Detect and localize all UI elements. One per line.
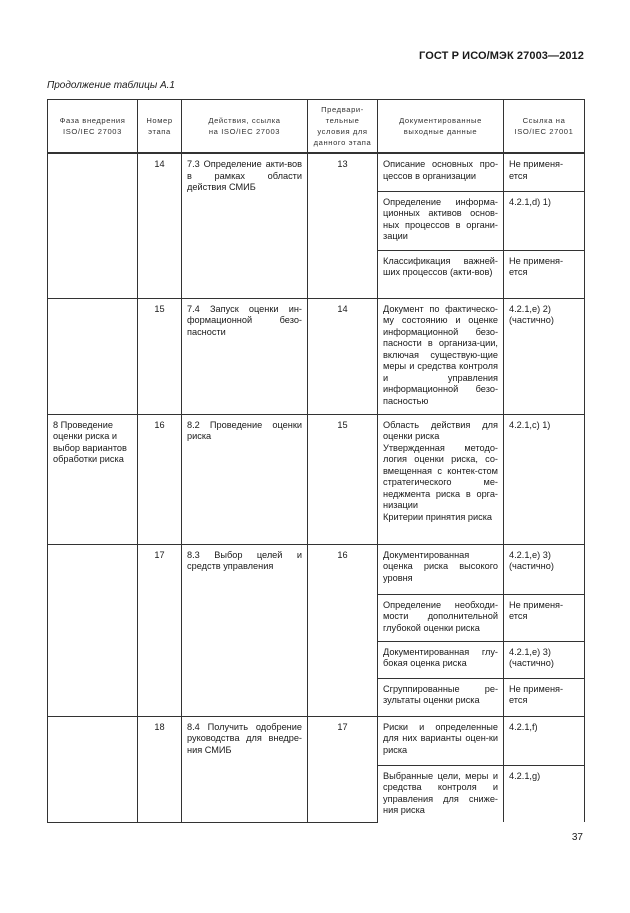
- step-number: 14: [138, 153, 182, 298]
- output-cell: Сгруппированные ре-зультаты оценки риска: [378, 678, 504, 716]
- table-row: [48, 298, 585, 414]
- step-number: 18: [138, 716, 182, 822]
- phase-cell: [48, 153, 138, 298]
- reference-cell: 4.2.1,c) 1): [504, 414, 585, 544]
- output-cell: Описание основных про-цессов в организации: [378, 153, 504, 191]
- col-header-actions: Действия, ссылка на ISO/IEC 27003: [182, 100, 308, 154]
- action-cell: 7.3 Определение акти-вов в рамках области действия СМИБ: [182, 153, 308, 298]
- phase-cell: [48, 544, 138, 716]
- table-row: [48, 716, 585, 765]
- table-row: [48, 544, 585, 594]
- output-line: Область действия для оценки риска: [383, 419, 498, 441]
- reference-cell: Не применя-ется: [504, 250, 585, 298]
- output-cell: Документированная оценка риска высокого уровня: [378, 544, 504, 594]
- col-header-step-number: Номер этапа: [138, 100, 182, 154]
- output-cell: Определение необходи-мости дополнительной глубокой оценки риска: [378, 594, 504, 641]
- page-number: 37: [571, 832, 583, 843]
- col-header-outputs: Документированные выходные данные: [378, 100, 504, 154]
- output-cell: Документированная глу-бокая оценка риска: [378, 641, 504, 678]
- output-cell: Документ по фактическо-му состоянию и оценке информационной безо-пасности в организа-ции, включая существую-щие меры и средства контроля и управления информационной безо-пасностью: [378, 298, 504, 414]
- output-cell: Риски и определенные для них варианты оцен-ки риска: [378, 716, 504, 765]
- table-caption: Продолжение таблицы А.1: [47, 80, 175, 91]
- phase-cell: 8 Проведение оценки риска и выбор вариантов обработки риска: [48, 414, 138, 544]
- reference-cell: 4.2.1,f): [504, 716, 585, 765]
- reference-cell: Не применя-ется: [504, 153, 585, 191]
- col-header-phase: Фаза внедрения ISO/IEC 27003: [48, 100, 138, 154]
- phases-table: [47, 99, 585, 823]
- phase-cell: [48, 298, 138, 414]
- table-header-row: [48, 100, 585, 154]
- output-cell: [378, 414, 504, 544]
- output-cell: Классификация важней-ших процессов (акти-вов): [378, 250, 504, 298]
- action-cell: 8.2 Проведение оценки риска: [182, 414, 308, 544]
- prerequisite-cell: 13: [308, 153, 378, 298]
- reference-cell: 4.2.1,d) 1): [504, 191, 585, 250]
- phase-cell: [48, 716, 138, 822]
- output-cell: Выбранные цели, меры и средства контроля и управления для сниже-ния риска: [378, 765, 504, 822]
- table-row: [48, 153, 585, 191]
- reference-cell: 4.2.1,g): [504, 765, 585, 822]
- output-cell: Определение информа-ционных активов основ-ных процессов в органи-зации: [378, 191, 504, 250]
- reference-cell: 4.2.1,e) 3) (частично): [504, 544, 585, 594]
- prerequisite-cell: 16: [308, 544, 378, 716]
- reference-cell: Не применя-ется: [504, 678, 585, 716]
- prerequisite-cell: 15: [308, 414, 378, 544]
- standard-header: ГОСТ Р ИСО/МЭК 27003—2012: [419, 50, 584, 62]
- table-row: [48, 414, 585, 544]
- action-cell: 8.3 Выбор целей и средств управления: [182, 544, 308, 716]
- step-number: 15: [138, 298, 182, 414]
- prerequisite-cell: 14: [308, 298, 378, 414]
- reference-cell: 4.2.1,e) 3) (частично): [504, 641, 585, 678]
- col-header-iso27001-ref: Ссылка на ISO/IEC 27001: [504, 100, 585, 154]
- step-number: 16: [138, 414, 182, 544]
- action-cell: 8.4 Получить одобрение руководства для внедре-ния СМИБ: [182, 716, 308, 822]
- reference-cell: 4.2.1,e) 2) (частично): [504, 298, 585, 414]
- output-line: Утвержденная методо-логия оценки риска, со-вмещенная с контек-стом стратегического ме-неджмента риска в орга-низации: [383, 442, 498, 510]
- col-header-prerequisites: Предвари- тельные условия для данного этапа: [308, 100, 378, 154]
- step-number: 17: [138, 544, 182, 716]
- reference-cell: Не применя-ется: [504, 594, 585, 641]
- output-line: Критерии принятия риска: [383, 511, 493, 522]
- prerequisite-cell: 17: [308, 716, 378, 822]
- action-cell: 7.4 Запуск оценки ин-формационной безо-пасности: [182, 298, 308, 414]
